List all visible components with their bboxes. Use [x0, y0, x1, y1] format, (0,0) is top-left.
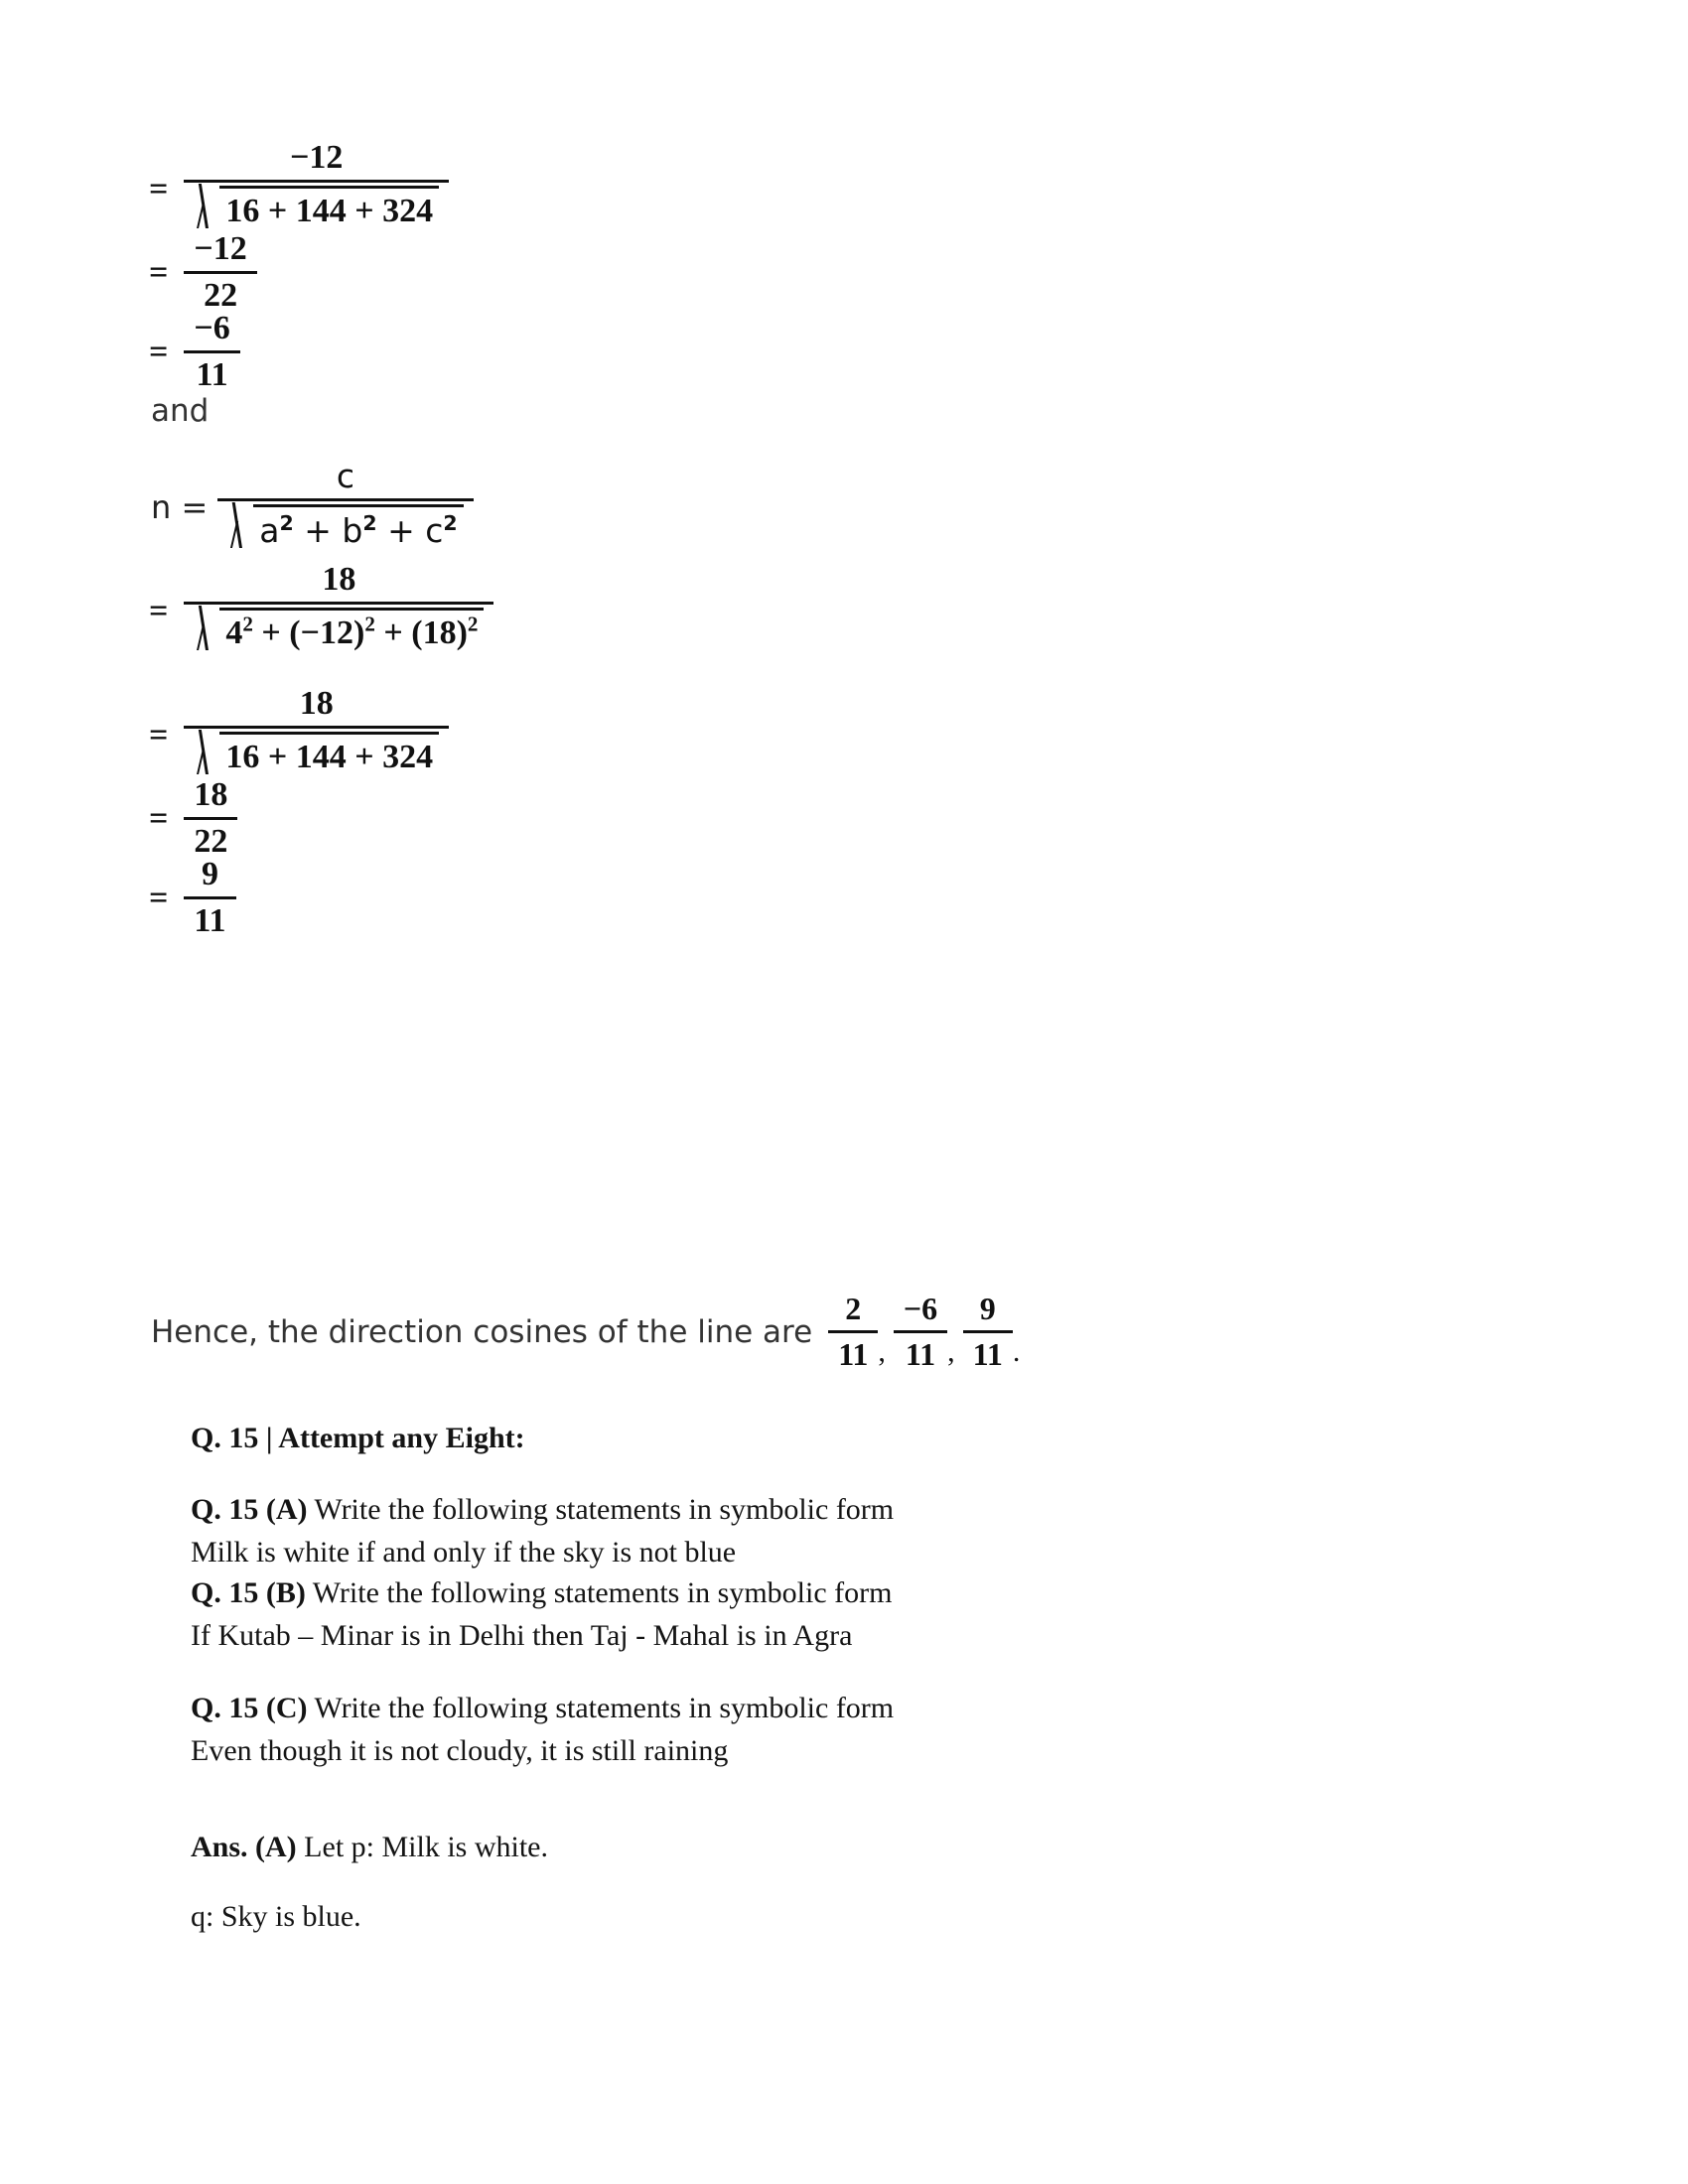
fraction	[184, 776, 237, 861]
exponent: 2	[362, 511, 377, 535]
fraction-denominator: 11	[194, 902, 226, 939]
square-root	[194, 186, 439, 230]
fraction-denominator: 11	[972, 1336, 1003, 1372]
comma-separator: ,	[947, 1335, 955, 1368]
equals-sign: =	[149, 716, 169, 753]
equals-sign: =	[149, 592, 169, 629]
question-label: Q. 15 (B)	[191, 1576, 306, 1609]
fraction-bar	[963, 1330, 1013, 1333]
variable-n-label: n =	[151, 488, 209, 526]
fraction-numerator: 18	[322, 561, 356, 598]
fraction-denominator: 11	[196, 356, 228, 393]
fraction-numerator: 9	[201, 856, 218, 892]
fraction-numerator: 18	[194, 776, 228, 813]
fraction-numerator: −6	[903, 1291, 938, 1326]
fraction-numerator: 2	[845, 1291, 862, 1326]
equation-n-step2	[149, 685, 449, 785]
fraction	[184, 856, 235, 940]
fraction-denominator: 11	[838, 1336, 869, 1372]
equation-m-step1	[149, 139, 449, 239]
fraction-denominator: 22	[194, 823, 228, 860]
equals-sign: =	[149, 879, 169, 916]
square-root	[194, 732, 439, 776]
fraction-bar	[184, 817, 237, 820]
fraction-numerator: c	[336, 457, 355, 495]
question-statement: Milk is white if and only if the sky is not blue	[191, 1535, 737, 1569]
question-heading: Q. 15 | Attempt any Eight:	[191, 1422, 525, 1454]
question-item-a	[191, 1489, 1382, 1573]
square-root	[194, 608, 484, 652]
equals-sign: =	[149, 799, 169, 837]
plus-sign: +	[304, 511, 332, 550]
radical-sign-icon	[194, 186, 219, 230]
equation-n-general	[151, 457, 474, 558]
fraction	[217, 457, 473, 558]
exponent: 2	[242, 612, 253, 636]
fraction-numerator: −12	[194, 230, 247, 267]
answer-line-1	[191, 1827, 548, 1869]
square-root	[227, 504, 463, 550]
radicand: 16 + 144 + 324	[219, 732, 439, 776]
radical-sign-icon	[194, 732, 219, 776]
term-1: 4	[225, 614, 243, 651]
fraction-denominator: 11	[905, 1336, 936, 1372]
fraction-bar	[828, 1330, 878, 1333]
fraction-l	[828, 1291, 878, 1373]
equation-m-step2	[149, 230, 257, 315]
period: .	[1012, 1335, 1021, 1368]
fraction-numerator: −12	[290, 139, 344, 176]
fraction-bar	[184, 350, 239, 353]
question-prompt: Write the following statements in symbolic form	[314, 1692, 895, 1724]
exponent: 2	[467, 612, 479, 636]
question-prompt: Write the following statements in symbolic form	[312, 1576, 893, 1609]
fraction-bar	[184, 602, 493, 605]
exponent: 2	[279, 511, 294, 535]
conclusion-line	[151, 1291, 1020, 1373]
exponent: 2	[443, 511, 458, 535]
question-label: Q. 15 (A)	[191, 1493, 308, 1526]
term-a: a	[259, 511, 280, 550]
equation-n-step1	[149, 561, 493, 661]
fraction	[184, 685, 449, 785]
exponent: 2	[364, 612, 375, 636]
answer-text: Let p: Milk is white.	[304, 1831, 548, 1863]
plus-sign: +	[383, 614, 403, 651]
fraction-m	[894, 1291, 947, 1373]
fraction-denominator	[184, 608, 493, 661]
fraction-numerator: −6	[194, 310, 230, 346]
radicand	[253, 504, 463, 550]
equation-n-step4	[149, 856, 236, 940]
plus-sign: +	[387, 511, 415, 550]
radicand: 16 + 144 + 324	[219, 186, 439, 230]
question-item-b	[191, 1572, 1382, 1657]
equation-n-step3	[149, 776, 237, 861]
fraction	[184, 139, 449, 239]
question-statement: If Kutab – Minar is in Delhi then Taj - Mahal is in Agra	[191, 1618, 853, 1652]
fraction-numerator: 18	[299, 685, 334, 722]
term-b: b	[342, 511, 363, 550]
fraction-n	[963, 1291, 1013, 1373]
radical-sign-icon	[194, 608, 219, 652]
question-prompt: Write the following statements in symbolic form	[314, 1493, 895, 1526]
fraction	[184, 230, 256, 315]
comma-separator: ,	[878, 1335, 886, 1368]
question-label: Q. 15 (C)	[191, 1692, 308, 1724]
question-statement: Even though it is not cloudy, it is still raining	[191, 1733, 729, 1767]
question-item-c	[191, 1688, 1382, 1772]
plus-sign: +	[261, 614, 281, 651]
equals-sign: =	[149, 333, 169, 370]
fraction-numerator: 9	[979, 1291, 996, 1326]
fraction-bar	[184, 180, 449, 183]
fraction-bar	[894, 1330, 947, 1333]
fraction-bar	[184, 271, 256, 274]
connector-and: and	[151, 393, 210, 429]
fraction-denominator	[217, 504, 473, 558]
fraction-bar	[184, 896, 235, 899]
answer-line-2: q: Sky is blue.	[191, 1900, 361, 1933]
term-3: (18)	[411, 614, 468, 651]
term-c: c	[425, 511, 444, 550]
fraction-bar	[217, 498, 473, 501]
equals-sign: =	[149, 253, 169, 291]
equals-sign: =	[149, 170, 169, 207]
fraction	[184, 310, 239, 394]
fraction-bar	[184, 726, 449, 729]
conclusion-text: Hence, the direction cosines of the line are	[151, 1313, 813, 1350]
answer-label: Ans. (A)	[191, 1831, 297, 1863]
fraction	[184, 561, 493, 661]
equation-m-step3	[149, 310, 240, 394]
fraction-denominator: 22	[204, 277, 238, 314]
radical-sign-icon	[227, 504, 253, 550]
term-2: (−12)	[289, 614, 365, 651]
radicand	[219, 608, 484, 652]
